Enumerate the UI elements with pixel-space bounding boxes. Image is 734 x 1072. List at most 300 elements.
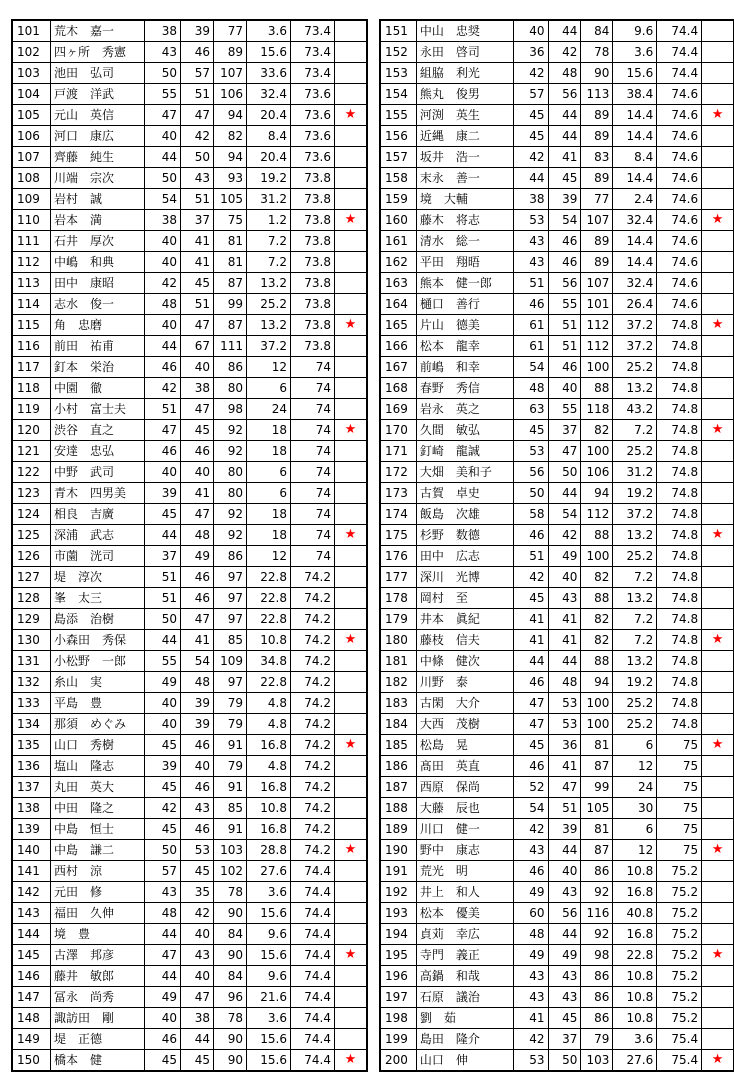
average: 74 — [291, 483, 335, 504]
score-2: 46 — [181, 567, 214, 588]
average: 74.8 — [657, 714, 702, 735]
table-row — [13, 924, 367, 945]
total-score: 90 — [581, 63, 613, 84]
score-1: 45 — [145, 1050, 181, 1071]
star-icon — [702, 903, 734, 924]
total-score: 86 — [581, 861, 613, 882]
rank-number: 175 — [381, 525, 417, 546]
score-2: 44 — [548, 483, 581, 504]
total-score: 98 — [214, 399, 247, 420]
table-row — [381, 84, 734, 105]
rank-number: 172 — [381, 462, 417, 483]
score-2: 54 — [181, 651, 214, 672]
score-1: 39 — [145, 483, 181, 504]
star-icon: ★ — [702, 105, 734, 126]
score-1: 51 — [145, 567, 181, 588]
rank-number: 105 — [13, 105, 51, 126]
score-1: 40 — [145, 126, 181, 147]
star-icon — [335, 819, 367, 840]
score-1: 51 — [513, 546, 548, 567]
player-name: 西原 保尚 — [416, 777, 513, 798]
star-icon — [335, 63, 367, 84]
average: 74.8 — [657, 378, 702, 399]
star-icon — [335, 1029, 367, 1050]
points: 6 — [613, 735, 657, 756]
star-icon — [702, 924, 734, 945]
table-row — [13, 420, 367, 441]
score-2: 46 — [548, 357, 581, 378]
star-icon — [702, 63, 734, 84]
table-row — [381, 1050, 734, 1071]
points: 19.2 — [613, 672, 657, 693]
score-2: 46 — [548, 231, 581, 252]
points: 4.8 — [247, 756, 291, 777]
rank-number: 126 — [13, 546, 51, 567]
points: 3.6 — [247, 882, 291, 903]
rank-number: 109 — [13, 189, 51, 210]
score-2: 41 — [548, 147, 581, 168]
star-icon — [702, 966, 734, 987]
points: 14.4 — [613, 252, 657, 273]
average: 73.4 — [291, 21, 335, 42]
star-icon — [702, 273, 734, 294]
star-icon — [702, 651, 734, 672]
points: 16.8 — [247, 819, 291, 840]
total-score: 88 — [581, 525, 613, 546]
player-name: 松島 晃 — [416, 735, 513, 756]
points: 4.8 — [247, 714, 291, 735]
star-icon — [335, 399, 367, 420]
total-score: 86 — [581, 966, 613, 987]
points: 3.6 — [247, 1008, 291, 1029]
score-1: 51 — [513, 273, 548, 294]
rank-number: 123 — [13, 483, 51, 504]
score-1: 46 — [513, 294, 548, 315]
score-1: 41 — [513, 609, 548, 630]
total-score: 107 — [214, 63, 247, 84]
rank-number: 112 — [13, 252, 51, 273]
score-2: 39 — [548, 819, 581, 840]
player-name: 釘崎 龍誠 — [416, 441, 513, 462]
rank-number: 110 — [13, 210, 51, 231]
points: 14.4 — [613, 126, 657, 147]
table-row — [381, 231, 734, 252]
score-2: 41 — [181, 231, 214, 252]
average: 74.2 — [291, 609, 335, 630]
table-row — [381, 777, 734, 798]
star-icon — [335, 168, 367, 189]
total-score: 102 — [214, 861, 247, 882]
table-row — [381, 42, 734, 63]
player-name: 石井 厚次 — [51, 231, 145, 252]
player-name: 組脇 利光 — [416, 63, 513, 84]
total-score: 90 — [214, 903, 247, 924]
star-icon — [702, 399, 734, 420]
average: 74.4 — [291, 903, 335, 924]
total-score: 84 — [581, 21, 613, 42]
score-1: 54 — [513, 357, 548, 378]
score-2: 44 — [548, 924, 581, 945]
points: 13.2 — [613, 378, 657, 399]
rank-number: 162 — [381, 252, 417, 273]
points: 10.8 — [247, 798, 291, 819]
player-name: 久間 敏弘 — [416, 420, 513, 441]
player-name: 前嶋 和幸 — [416, 357, 513, 378]
table-row — [13, 357, 367, 378]
average: 74.4 — [291, 882, 335, 903]
score-2: 38 — [181, 378, 214, 399]
score-2: 45 — [548, 168, 581, 189]
table-row — [381, 756, 734, 777]
player-name: 髙田 英直 — [416, 756, 513, 777]
table-row — [13, 441, 367, 462]
total-score: 101 — [581, 294, 613, 315]
points: 37.2 — [613, 336, 657, 357]
average: 75.4 — [657, 1029, 702, 1050]
total-score: 98 — [581, 945, 613, 966]
total-score: 89 — [581, 252, 613, 273]
table-row — [381, 903, 734, 924]
score-2: 43 — [181, 945, 214, 966]
rank-number: 180 — [381, 630, 417, 651]
score-2: 55 — [548, 294, 581, 315]
player-name: 古賀 卓史 — [416, 483, 513, 504]
total-score: 78 — [214, 1008, 247, 1029]
star-icon — [702, 546, 734, 567]
star-icon — [702, 588, 734, 609]
player-name: 寺門 義正 — [416, 945, 513, 966]
total-score: 92 — [581, 924, 613, 945]
score-1: 47 — [513, 693, 548, 714]
total-score: 75 — [214, 210, 247, 231]
points: 7.2 — [247, 252, 291, 273]
player-name: 西村 涼 — [51, 861, 145, 882]
points: 27.6 — [247, 861, 291, 882]
total-score: 86 — [581, 987, 613, 1008]
total-score: 77 — [581, 189, 613, 210]
table-row — [381, 693, 734, 714]
average: 73.8 — [291, 336, 335, 357]
total-score: 79 — [214, 693, 247, 714]
player-name: 池田 弘司 — [51, 63, 145, 84]
star-icon — [335, 231, 367, 252]
player-name: 貞苅 幸広 — [416, 924, 513, 945]
average: 74.6 — [657, 147, 702, 168]
score-1: 48 — [145, 294, 181, 315]
score-1: 41 — [513, 1008, 548, 1029]
star-icon: ★ — [335, 840, 367, 861]
score-2: 45 — [181, 273, 214, 294]
table-separator — [366, 20, 368, 1070]
table-row — [13, 987, 367, 1008]
average: 74.6 — [657, 273, 702, 294]
points: 16.8 — [247, 735, 291, 756]
total-score: 97 — [214, 588, 247, 609]
score-2: 43 — [548, 882, 581, 903]
rank-number: 130 — [13, 630, 51, 651]
score-1: 45 — [145, 504, 181, 525]
star-icon — [335, 567, 367, 588]
total-score: 80 — [214, 378, 247, 399]
average: 74.4 — [291, 987, 335, 1008]
points: 24 — [613, 777, 657, 798]
points: 40.8 — [613, 903, 657, 924]
total-score: 97 — [214, 609, 247, 630]
star-icon — [702, 567, 734, 588]
points: 15.6 — [247, 42, 291, 63]
score-1: 46 — [145, 441, 181, 462]
total-score: 85 — [214, 630, 247, 651]
points: 16.8 — [613, 924, 657, 945]
player-name: 藤枝 信夫 — [416, 630, 513, 651]
table-row — [381, 714, 734, 735]
rank-number: 163 — [381, 273, 417, 294]
rank-number: 149 — [13, 1029, 51, 1050]
score-2: 45 — [548, 1008, 581, 1029]
player-name: 小森田 秀保 — [51, 630, 145, 651]
points: 13.2 — [247, 273, 291, 294]
points: 24 — [247, 399, 291, 420]
score-2: 40 — [548, 378, 581, 399]
table-row — [381, 147, 734, 168]
rank-number: 158 — [381, 168, 417, 189]
score-1: 44 — [145, 147, 181, 168]
rank-number: 136 — [13, 756, 51, 777]
score-1: 38 — [145, 210, 181, 231]
total-score: 82 — [581, 420, 613, 441]
player-name: 田中 広志 — [416, 546, 513, 567]
score-1: 42 — [513, 819, 548, 840]
star-icon — [702, 798, 734, 819]
average: 74.8 — [657, 357, 702, 378]
score-2: 37 — [181, 210, 214, 231]
total-score: 83 — [581, 147, 613, 168]
rank-number: 121 — [13, 441, 51, 462]
points: 25.2 — [613, 441, 657, 462]
player-name: 深川 光博 — [416, 567, 513, 588]
total-score: 82 — [581, 630, 613, 651]
star-icon — [702, 504, 734, 525]
rank-number: 144 — [13, 924, 51, 945]
total-score: 92 — [214, 420, 247, 441]
player-name: 近縄 康二 — [416, 126, 513, 147]
score-2: 51 — [181, 189, 214, 210]
total-score: 81 — [214, 252, 247, 273]
star-icon — [702, 84, 734, 105]
player-name: 川端 宗次 — [51, 168, 145, 189]
player-name: 塩山 隆志 — [51, 756, 145, 777]
player-name: 中野 武司 — [51, 462, 145, 483]
table-row — [13, 840, 367, 861]
average: 74.8 — [657, 315, 702, 336]
player-name: 前田 祐甫 — [51, 336, 145, 357]
average: 74.4 — [657, 21, 702, 42]
score-2: 36 — [548, 735, 581, 756]
points: 25.2 — [613, 546, 657, 567]
score-2: 41 — [181, 630, 214, 651]
star-icon — [335, 252, 367, 273]
rank-number: 143 — [13, 903, 51, 924]
table-row — [13, 588, 367, 609]
total-score: 109 — [214, 651, 247, 672]
score-2: 42 — [181, 903, 214, 924]
star-icon — [702, 42, 734, 63]
score-2: 40 — [181, 924, 214, 945]
score-2: 49 — [548, 945, 581, 966]
star-icon — [335, 189, 367, 210]
player-name: 井本 眞紀 — [416, 609, 513, 630]
table-row — [13, 945, 367, 966]
score-2: 50 — [548, 1050, 581, 1071]
player-name: 樋口 善行 — [416, 294, 513, 315]
score-1: 44 — [513, 651, 548, 672]
points: 32.4 — [247, 84, 291, 105]
average: 74.4 — [657, 42, 702, 63]
rank-number: 178 — [381, 588, 417, 609]
table-row — [13, 693, 367, 714]
average: 74.2 — [291, 777, 335, 798]
score-1: 40 — [145, 231, 181, 252]
average: 74 — [291, 378, 335, 399]
star-icon — [335, 357, 367, 378]
average: 74.2 — [291, 819, 335, 840]
total-score: 88 — [581, 651, 613, 672]
average: 75 — [657, 777, 702, 798]
total-score: 97 — [214, 672, 247, 693]
score-1: 55 — [145, 84, 181, 105]
player-name: 島田 隆介 — [416, 1029, 513, 1050]
points: 15.6 — [247, 945, 291, 966]
total-score: 78 — [214, 882, 247, 903]
rank-number: 108 — [13, 168, 51, 189]
star-icon — [702, 483, 734, 504]
score-1: 48 — [145, 903, 181, 924]
score-1: 60 — [513, 903, 548, 924]
table-row — [381, 672, 734, 693]
score-2: 51 — [548, 798, 581, 819]
player-name: 山口 秀樹 — [51, 735, 145, 756]
rank-number: 191 — [381, 861, 417, 882]
total-score: 82 — [581, 567, 613, 588]
total-score: 90 — [214, 945, 247, 966]
score-1: 43 — [513, 231, 548, 252]
score-1: 41 — [513, 630, 548, 651]
star-icon — [702, 336, 734, 357]
rank-number: 173 — [381, 483, 417, 504]
total-score: 86 — [214, 357, 247, 378]
rank-number: 117 — [13, 357, 51, 378]
score-2: 43 — [181, 798, 214, 819]
rank-number: 118 — [13, 378, 51, 399]
table-row — [381, 924, 734, 945]
points: 28.8 — [247, 840, 291, 861]
score-1: 42 — [513, 567, 548, 588]
star-icon — [702, 987, 734, 1008]
score-1: 40 — [145, 714, 181, 735]
points: 38.4 — [613, 84, 657, 105]
total-score: 81 — [214, 231, 247, 252]
score-1: 43 — [145, 882, 181, 903]
score-2: 47 — [548, 441, 581, 462]
total-score: 107 — [581, 273, 613, 294]
score-2: 49 — [181, 546, 214, 567]
average: 74.4 — [657, 63, 702, 84]
table-row — [381, 966, 734, 987]
score-2: 46 — [181, 42, 214, 63]
star-icon — [702, 1029, 734, 1050]
star-icon: ★ — [335, 945, 367, 966]
points: 31.2 — [613, 462, 657, 483]
points: 30 — [613, 798, 657, 819]
rank-number: 160 — [381, 210, 417, 231]
rank-number: 187 — [381, 777, 417, 798]
points: 3.6 — [613, 1029, 657, 1050]
score-1: 45 — [513, 588, 548, 609]
player-name: 中島 謙二 — [51, 840, 145, 861]
points: 10.8 — [613, 1008, 657, 1029]
average: 73.8 — [291, 231, 335, 252]
star-icon — [335, 147, 367, 168]
score-2: 45 — [181, 420, 214, 441]
score-2: 48 — [548, 63, 581, 84]
table-row — [381, 483, 734, 504]
score-1: 40 — [145, 315, 181, 336]
points: 25.2 — [247, 294, 291, 315]
table-row — [13, 882, 367, 903]
score-2: 53 — [548, 693, 581, 714]
player-name: 坂井 浩一 — [416, 147, 513, 168]
rank-number: 135 — [13, 735, 51, 756]
total-score: 89 — [214, 42, 247, 63]
score-2: 56 — [548, 903, 581, 924]
table-row — [381, 987, 734, 1008]
points: 18 — [247, 504, 291, 525]
star-icon — [335, 294, 367, 315]
star-icon — [702, 882, 734, 903]
total-score: 100 — [581, 693, 613, 714]
points: 19.2 — [613, 483, 657, 504]
score-2: 44 — [548, 126, 581, 147]
score-2: 40 — [181, 966, 214, 987]
table-row — [381, 21, 734, 42]
total-score: 80 — [214, 483, 247, 504]
points: 43.2 — [613, 399, 657, 420]
table-row — [381, 546, 734, 567]
score-2: 46 — [181, 735, 214, 756]
score-1: 50 — [513, 483, 548, 504]
star-icon — [702, 462, 734, 483]
score-2: 43 — [548, 987, 581, 1008]
score-1: 53 — [513, 210, 548, 231]
points: 2.4 — [613, 189, 657, 210]
score-2: 41 — [548, 756, 581, 777]
average: 74.6 — [657, 294, 702, 315]
points: 15.6 — [247, 903, 291, 924]
average: 74.8 — [657, 630, 702, 651]
average: 74.8 — [657, 462, 702, 483]
player-name: 堤 正德 — [51, 1029, 145, 1050]
score-2: 50 — [548, 462, 581, 483]
total-score: 105 — [214, 189, 247, 210]
star-icon: ★ — [702, 945, 734, 966]
rank-number: 168 — [381, 378, 417, 399]
points: 6 — [247, 378, 291, 399]
player-name: 相良 吉廣 — [51, 504, 145, 525]
star-icon — [335, 504, 367, 525]
total-score: 86 — [581, 1008, 613, 1029]
star-icon — [335, 966, 367, 987]
score-2: 46 — [181, 441, 214, 462]
